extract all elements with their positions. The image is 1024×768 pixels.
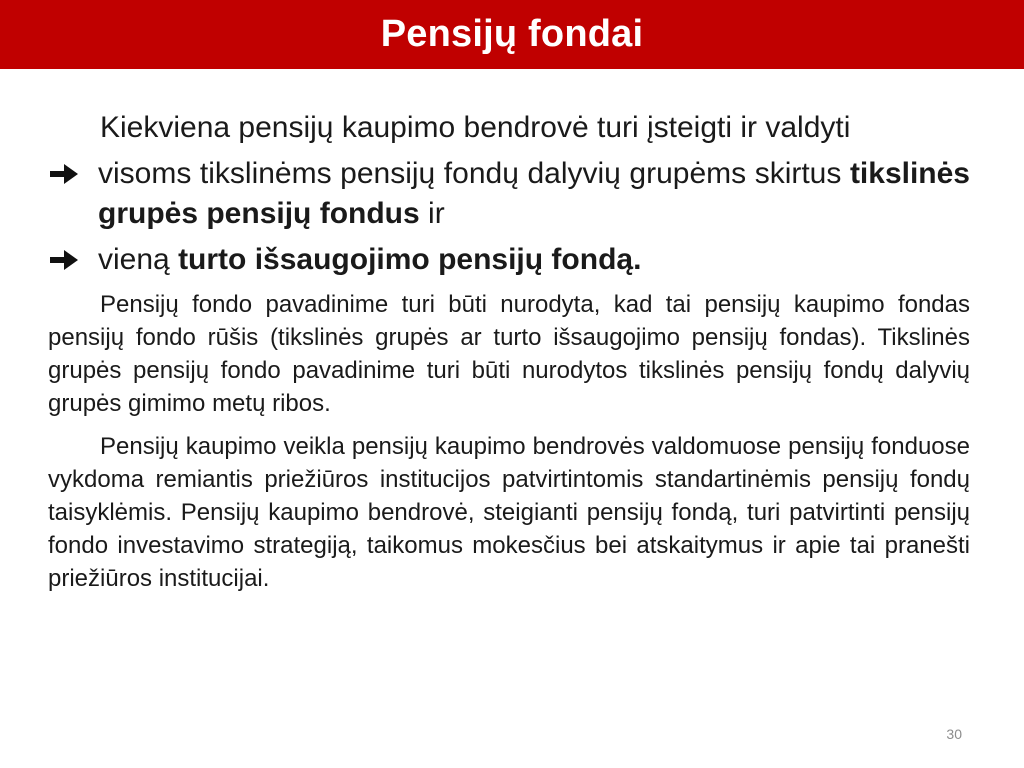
slide-title: Pensijų fondai: [380, 13, 644, 55]
slide-content: [48, 108, 970, 595]
right-arrow-icon: [48, 240, 98, 280]
paragraph-fund-activity: Pensijų kaupimo veikla pensijų kaupimo bendrovės valdomuose pensijų fonduose vykdoma remiantis priežiūros institucijos patvirtintomis standartinėmis pensijų fondų taisyklėmis. Pensijų kaupimo bendrovė, steigianti pensijų fondą, turi patvirtinti pensijų fondo investavimo strategiją, taikomus mokesčius bei atskaitymus ir apie tai pranešti priežiūros institucijai.: [48, 433, 970, 592]
bullet-text-tail: ir: [419, 197, 445, 230]
right-arrow-icon: [48, 154, 98, 194]
page-number: 30: [946, 726, 962, 742]
bullet-text-bold: tikslinės grupės pensijų fondus: [98, 157, 970, 230]
bullet-text-plain: visoms tikslinėms pensijų fondų dalyvių grupėms skirtus: [98, 157, 850, 190]
title-bar: [0, 0, 1024, 69]
bullet-text: [98, 240, 970, 280]
bullet-text-plain: vieną: [98, 243, 179, 276]
paragraph-fund-naming: Pensijų fondo pavadinime turi būti nurodyta, kad tai pensijų kaupimo fondas pensijų fondo rūšis (tikslinės grupės ar turto išsaugojimo pensijų fondas). Tikslinės grupės pensijų fondo pavadinime turi būti nurodytos tikslinės pensijų fondų dalyvių grupės gimimo metų ribos.: [48, 291, 970, 417]
bullet-text-bold: turto išsaugojimo pensijų fondą.: [178, 243, 642, 276]
bullet-text: [98, 154, 970, 234]
bullet-item: [48, 154, 970, 234]
intro-text: Kiekviena pensijų kaupimo bendrovė turi įsteigti ir valdyti: [100, 111, 851, 144]
bullet-item: [48, 240, 970, 280]
